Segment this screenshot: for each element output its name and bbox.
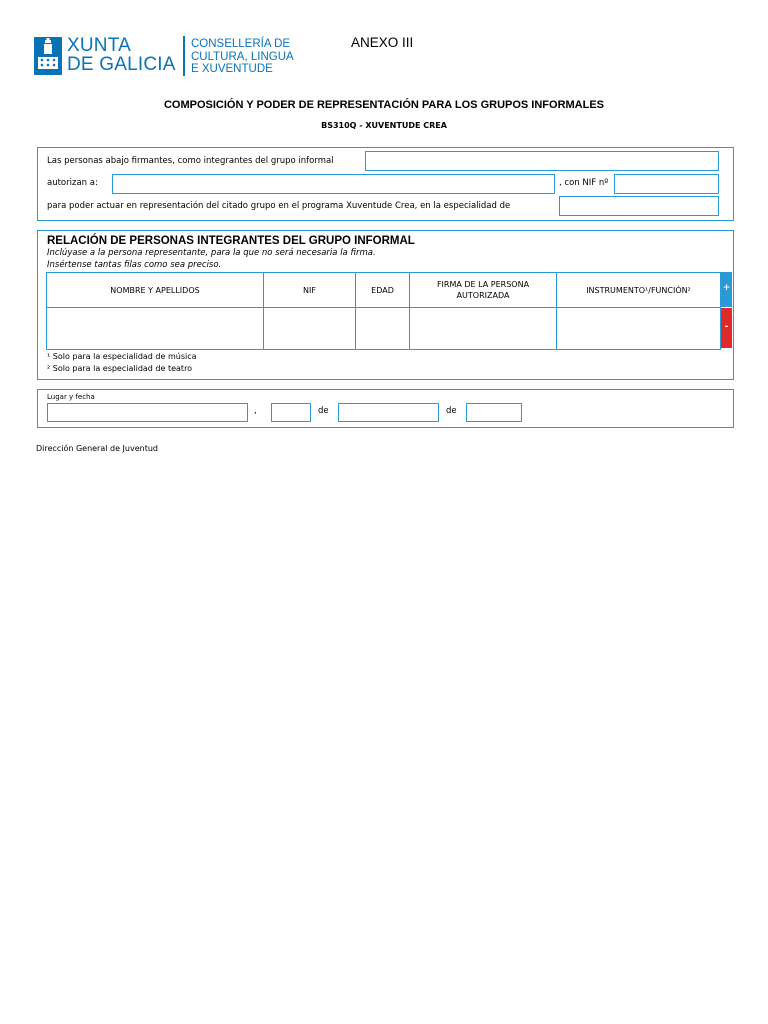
- table-row: [47, 308, 721, 350]
- column-header: EDAD: [356, 273, 410, 308]
- signature-cell[interactable]: [410, 308, 557, 350]
- specialty-label: para poder actuar en representación del citado grupo en el programa Xuventude Crea, en la especialidad de: [47, 201, 511, 211]
- specialty-field[interactable]: [559, 196, 719, 216]
- de-label-2: de: [446, 406, 457, 416]
- logo-wordmark: [67, 36, 176, 74]
- footnote-music: ¹ Solo para la especialidad de música: [47, 352, 197, 361]
- remove-row-button[interactable]: -: [721, 308, 732, 348]
- column-header: NOMBRE Y APELLIDOS: [47, 273, 264, 308]
- logo-line-2: DE GALICIA: [67, 54, 176, 75]
- page-title: COMPOSICIÓN Y PODER DE REPRESENTACIÓN PARA LOS GRUPOS INFORMALES: [163, 99, 605, 111]
- age-cell[interactable]: [356, 308, 410, 350]
- logo-line-1: XUNTA: [67, 35, 131, 56]
- table-header-row: [47, 273, 721, 308]
- conselleria-line-3: E XUVENTUDE: [191, 63, 273, 75]
- group-label: Las personas abajo firmantes, como integrantes del grupo informal: [47, 156, 334, 166]
- annex-label: ANEXO III: [351, 35, 414, 50]
- conselleria-line-1: CONSELLERÍA DE: [191, 38, 291, 50]
- column-header: INSTRUMENTO¹/FUNCIÓN²: [557, 273, 721, 308]
- name-cell[interactable]: [47, 308, 264, 350]
- column-header: NIF: [264, 273, 356, 308]
- year-field[interactable]: [466, 403, 522, 422]
- authorize-label: autorizan a:: [47, 178, 98, 188]
- logo-divider: [183, 36, 185, 76]
- day-field[interactable]: [271, 403, 311, 422]
- nif-field[interactable]: [614, 174, 719, 194]
- group-name-field[interactable]: [365, 151, 719, 171]
- page-subtitle: BS310Q - XUVENTUDE CREA: [321, 121, 447, 130]
- members-section-title: RELACIÓN DE PERSONAS INTEGRANTES DEL GRUPO INFORMAL: [47, 235, 415, 247]
- footnote-theatre: ² Solo para la especialidad de teatro: [47, 364, 193, 373]
- instrument-cell[interactable]: [557, 308, 721, 350]
- de-label-1: de: [318, 406, 329, 416]
- members-note-1: Inclúyase a la persona representante, para la que no será necesaria la firma.: [47, 248, 376, 258]
- members-note-2: Insértense tantas filas como sea preciso.: [47, 260, 222, 270]
- nif-label: , con NIF nº: [559, 178, 609, 188]
- nif-cell[interactable]: [264, 308, 356, 350]
- place-date-label: Lugar y fecha: [47, 393, 95, 401]
- conselleria-name: [191, 38, 294, 76]
- authorized-person-field[interactable]: [112, 174, 555, 194]
- xunta-logo-icon: [34, 37, 62, 75]
- column-header: FIRMA DE LA PERSONA AUTORIZADA: [410, 273, 557, 308]
- comma-separator: ,: [254, 406, 257, 416]
- members-table: [46, 272, 721, 350]
- conselleria-line-2: CULTURA, LINGUA: [191, 50, 294, 63]
- place-field[interactable]: [47, 403, 248, 422]
- month-field[interactable]: [338, 403, 439, 422]
- footer-organization: Dirección General de Juventud: [36, 444, 158, 453]
- add-row-button[interactable]: +: [721, 272, 732, 307]
